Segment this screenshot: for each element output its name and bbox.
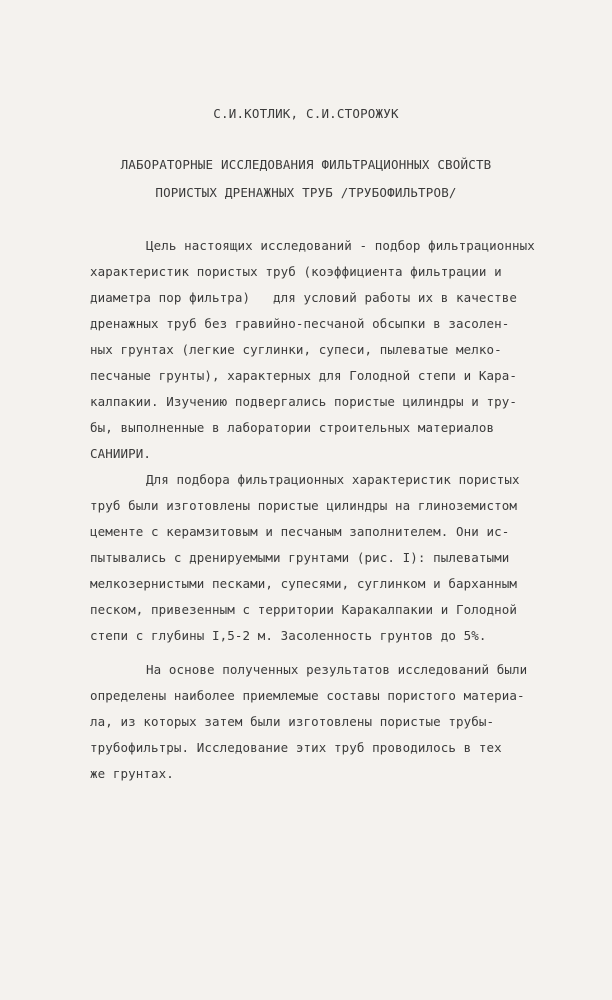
paragraph-1-line: Цель настоящих исследований - подбор фильтрационных (146, 238, 535, 253)
title-line-1: ЛАБОРАТОРНЫЕ ИССЛЕДОВАНИЯ ФИЛЬТРАЦИОННЫХ СВОЙСТВ (120, 157, 492, 172)
title-line-2: ПОРИСТЫХ ДРЕНАЖНЫХ ТРУБ /ТРУБОФИЛЬТРОВ/ (155, 185, 457, 200)
paragraph-3-line: трубофильтры. Исследование этих труб проводилось в тех (90, 740, 502, 755)
paragraph-1-line: диаметра пор фильтра) для условий работы их в качестве (90, 290, 518, 305)
paragraph-1-line: САНИИРИ. (90, 446, 152, 461)
paragraph-1-line: песчаные грунты), характерных для Голодной степи и Кара- (90, 368, 518, 383)
authors-line: С.И.КОТЛИК, С.И.СТОРОЖУК (213, 106, 399, 121)
paragraph-2-line: пытывались с дренируемыми грунтами (рис. I): пылеватыми (90, 550, 510, 565)
paragraph-1-line: характеристик пористых труб (коэффициента фильтрации и (90, 264, 502, 279)
paragraph-3-line: На основе полученных результатов исследований были (146, 662, 528, 677)
paragraph-1-line: бы, выполненные в лаборатории строительных материалов (90, 420, 495, 435)
paragraph-2-line: Для подбора фильтрационных характеристик пористых (146, 472, 520, 487)
paragraph-1-line: калпакии. Изучению подвергались пористые цилиндры и тру- (90, 394, 518, 409)
paragraph-2-line: песком, привезенным с территории Каракалпакии и Голодной (90, 602, 518, 617)
paragraph-2-line: степи с глубины I,5-2 м. Засоленность грунтов до 5%. (90, 628, 487, 643)
paragraph-2-line: труб были изготовлены пористые цилиндры на глиноземистом (90, 498, 518, 513)
paragraph-1-line: дренажных труб без гравийно-песчаной обсыпки в засолен- (90, 316, 510, 331)
paragraph-3-line: же грунтах. (90, 766, 174, 781)
paragraph-2-line: цементе с керамзитовым и песчаным заполнителем. Они ис- (90, 524, 510, 539)
paragraph-3-line: ла, из которых затем были изготовлены пористые трубы- (90, 714, 495, 729)
paragraph-2-line: мелкозернистыми песками, супесями, суглинком и барханным (90, 576, 518, 591)
paragraph-3-line: определены наиболее приемлемые составы пористого материа- (90, 688, 525, 703)
paragraph-1-line: ных грунтах (легкие суглинки, супеси, пылеватые мелко- (90, 342, 502, 357)
